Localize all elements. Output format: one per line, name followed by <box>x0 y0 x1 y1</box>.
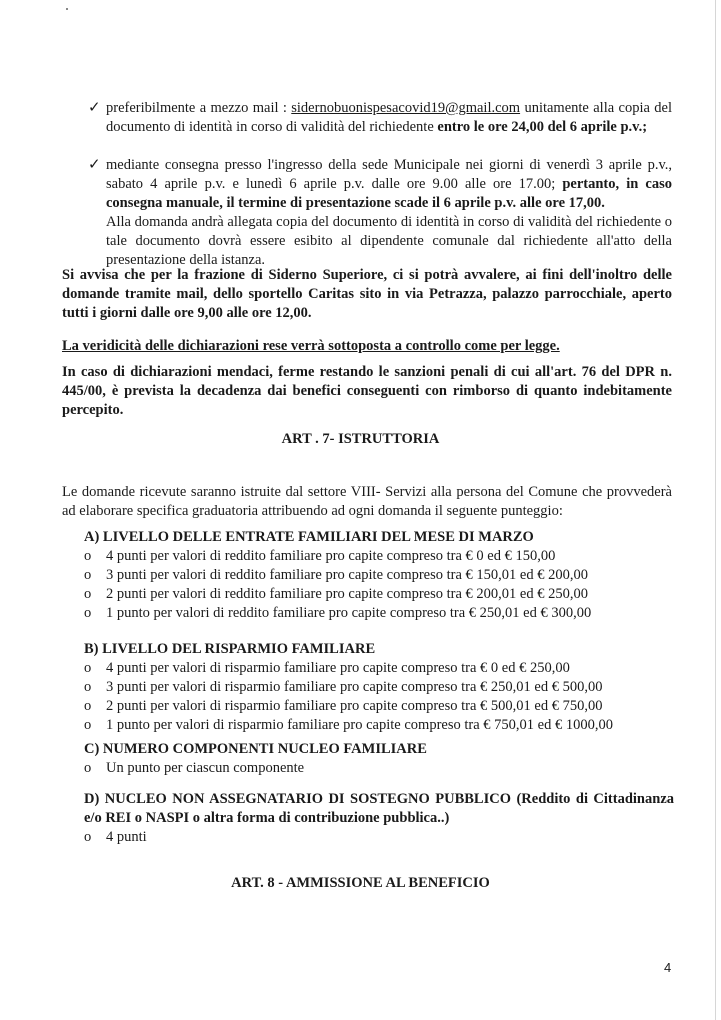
bullet-icon: o <box>84 829 92 845</box>
list-item: o Un punto per ciascun componente <box>84 760 305 776</box>
bullet-icon: o <box>84 586 92 602</box>
list-item: o 4 punti per valori di risparmio familiare pro capite compreso tra € 0 ed € 250,00 <box>84 660 570 676</box>
bullet-mail: preferibilmente a mezzo mail : sidernobuonispesacovid19@gmail.com unitamente alla copia del documento di identità in corso di validità del richiedente entro le ore 24,00 del 6 aprile p.v.; <box>106 100 672 135</box>
list-item: o 2 punti per valori di risparmio familiare pro capite compreso tra € 500,01 ed € 750,00 <box>84 698 603 714</box>
bullet-icon: o <box>84 760 92 776</box>
list-item: o 1 punto per valori di risparmio familiare pro capite compreso tra € 750,01 ed € 1000,00 <box>84 717 613 733</box>
email-link[interactable]: sidernobuonispesacovid19@gmail.com <box>291 100 521 116</box>
list-item: o 2 punti per valori di reddito familiare pro capite compreso tra € 200,01 ed € 250,00 <box>84 586 588 602</box>
bullet-hand-delivery: mediante consegna presso l'ingresso della sede Municipale nei giorni di venerdì 3 aprile p.v., sabato 4 aprile p.v. e lunedì 6 aprile p.v. dalle ore 9.00 alle ore 17.00; pertanto, in caso consegna manuale, il termine di presentazione scade il 6 aprile p.v. alle ore 17,00. <box>106 157 672 211</box>
section-a-title: A) LIVELLO DELLE ENTRATE FAMILIARI DEL MESE DI MARZO <box>84 529 534 545</box>
bullet-icon: o <box>84 698 92 714</box>
list-item: o 3 punti per valori di risparmio familiare pro capite compreso tra € 250,01 ed € 500,00 <box>84 679 603 695</box>
bullet-icon: o <box>84 660 92 676</box>
section-d-title: D) NUCLEO NON ASSEGNATARIO DI SOSTEGNO PUBBLICO (Reddito di Cittadinanza e/o REI o NASPI o altra forma di contribuzione pubblica..) <box>84 791 674 826</box>
check-icon: ✓ <box>88 157 101 173</box>
page-number: 4 <box>664 960 672 975</box>
bullet-icon: o <box>84 717 92 733</box>
section-b-title: B) LIVELLO DEL RISPARMIO FAMILIARE <box>84 641 376 657</box>
art7-title: ART . 7- ISTRUTTORIA <box>281 431 440 447</box>
list-item: o 3 punti per valori di reddito familiare pro capite compreso tra € 150,01 ed € 200,00 <box>84 567 588 583</box>
section-c-title: C) NUMERO COMPONENTI NUCLEO FAMILIARE <box>84 741 427 757</box>
list-item: o 4 punti <box>84 829 147 845</box>
art7-intro: Le domande ricevute saranno istruite dal settore VIII- Servizi alla persona del Comune che provvederà ad elaborare specifica graduatoria attribuendo ad ogni domanda il seguente punteggio: <box>62 484 672 519</box>
check-icon: ✓ <box>88 100 101 116</box>
attachment-note: Alla domanda andrà allegata copia del documento di identità in corso di validità del richiedente o tale documento dovrà essere esibito al dipendente comunale dal richiedente all'atto della presentazione della istanza. <box>106 214 672 268</box>
bullet-icon: o <box>84 567 92 583</box>
bullet-icon: o <box>84 679 92 695</box>
false-declarations: In caso di dichiarazioni mendaci, ferme restando le sanzioni penali di cui all'art. 76 del DPR n. 445/00, è prevista la decadenza dai benefici conseguenti con rimborso di quanto indebitamente percepito. <box>62 364 672 418</box>
bullet-icon: o <box>84 605 92 621</box>
scan-speck <box>66 8 68 10</box>
bullet-icon: o <box>84 548 92 564</box>
scan-edge <box>715 0 716 1020</box>
art8-title: ART. 8 - AMMISSIONE AL BENEFICIO <box>231 875 490 891</box>
caritas-notice: Si avvisa che per la frazione di Siderno Superiore, ci si potrà avvalere, ai fini dell'inoltro delle domande tramite mail, dello sportello Caritas sito in via Petrazza, palazzo parrocchiale, aperto tutti i giorni dalle ore 9,00 alle ore 12,00. <box>62 267 672 321</box>
list-item: o 1 punto per valori di reddito familiare pro capite compreso tra € 250,01 ed € 300,00 <box>84 605 592 621</box>
veridicity-statement: La veridicità delle dichiarazioni rese verrà sottoposta a controllo come per legge. <box>62 338 560 354</box>
list-item: o 4 punti per valori di reddito familiare pro capite compreso tra € 0 ed € 150,00 <box>84 548 556 564</box>
